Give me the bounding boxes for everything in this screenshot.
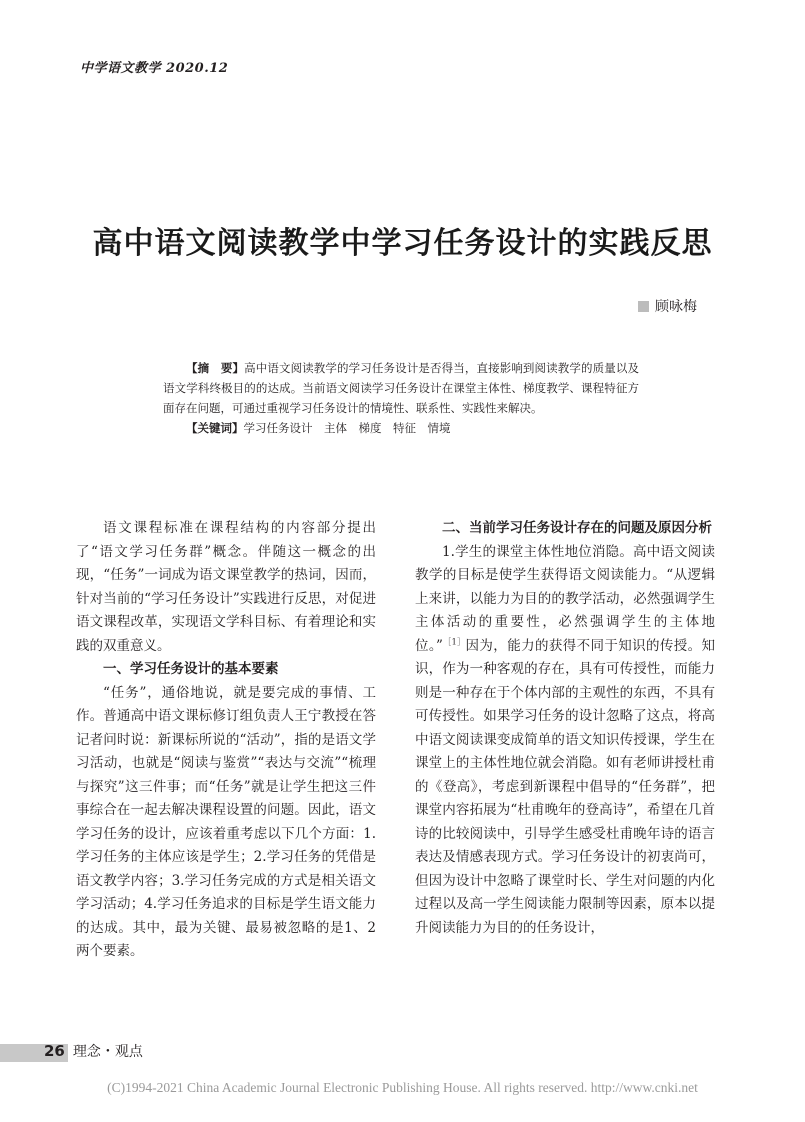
body-paragraph-2a: 1.学生的课堂主体性地位消隐。高中语文阅读教学的目标是使学生获得语文阅读能力。“从逻辑上来讲，以能力为目的的教学活动，必然强调学生主体活动的重要性，必然强调学生的主体地位。” <box>415 543 715 654</box>
right-column <box>415 517 715 940</box>
abstract-text: 高中语文阅读教学的学习任务设计是否得当，直接影响到阅读教学的质量以及语文学科终极目的的达成。当前语文阅读学习任务设计在课堂主体性、梯度教学、课程特征方面存在问题，可通过重视学习任务设计的情境性、联系性、实践性来解决。 <box>163 361 639 415</box>
author-marker-icon <box>638 301 649 312</box>
keywords-label: 【关键词】 <box>186 421 244 435</box>
copyright-watermark: (C)1994-2021 China Academic Journal Electronic Publishing House. All rights reserved. http://www.cnki.net <box>107 1080 698 1095</box>
intro-paragraph: 语文课程标准在课程结构的内容部分提出了“语文学习任务群”概念。伴随这一概念的出现，“任务”一词成为语文课堂教学的热词，因而，针对当前的“学习任务设计”实践进行反思，对促进语文课程改革，实现语文学科目标、有着理论和实践的双重意义。 <box>76 520 376 654</box>
keywords-paragraph <box>163 418 639 438</box>
journal-header: 中学语文教学 2020.12 <box>80 61 229 76</box>
author-name: 顾咏梅 <box>655 299 697 315</box>
footer <box>44 1041 143 1061</box>
article-title: 高中语文阅读教学中学习任务设计的实践反思 <box>92 226 713 261</box>
page-number: 26 <box>44 1042 65 1060</box>
abstract-paragraph <box>163 358 639 418</box>
section-heading-1: 一、学习任务设计的基本要素 <box>103 661 279 677</box>
section-name: 理念・观点 <box>72 1044 143 1060</box>
keywords-text: 学习任务设计 主体 梯度 特征 情境 <box>243 421 451 435</box>
section-heading-2: 二、当前学习任务设计存在的问题及原因分析 <box>442 520 712 536</box>
citation-ref: ［1］ <box>442 637 466 646</box>
body-paragraph-2b: 因为，能力的获得不同于知识的传授。知识，作为一种客观的存在，具有可传授性，而能力则是一种存在于个体内部的主观性的东西，不具有可传授性。如果学习任务的设计忽略了这点，将高中语文阅读课变成简单的语文知识传授课，学生在课堂上的主体性地位就会消隐。如有老师讲授杜甫的《登高》，考虑到新课程中倡导的“任务群”，把课堂内容拓展为“杜甫晚年的登高诗”，希望在几首诗的比较阅读中，引导学生感受杜甫晚年诗的语言表达及情感表现方式。学习任务设计的初衷尚可，但因为设计中忽略了课堂时长、学生对问题的内化过程以及高一学生阅读能力限制等因素，原本以提升阅读能力为目的的任务设计， <box>415 637 716 936</box>
body-paragraph-2 <box>415 541 715 941</box>
body-paragraph-1: “任务”，通俗地说，就是要完成的事情、工作。普通高中语文课标修订组负责人王宁教授在答记者问时说：新课标所说的“活动”，指的是语文学习活动，也就是“阅读与鉴赏”“表达与交流”“梳理与探究”这三件事；而“任务”就是让学生把这三件事综合在一起去解决课程设置的问题。因此，语文学习任务的设计，应该着重考虑以下几个方面：1.学习任务的主体应该是学生；2.学习任务的凭借是语文教学内容；3.学习任务完成的方式是相关语文学习活动；4.学习任务追求的目标是学生语文能力的达成。其中，最为关键、最易被忽略的是1、2两个要素。 <box>76 684 376 959</box>
left-column <box>76 517 376 964</box>
abstract-label: 【摘 要】 <box>186 361 245 375</box>
author-line <box>638 296 697 316</box>
abstract-block <box>163 358 639 438</box>
